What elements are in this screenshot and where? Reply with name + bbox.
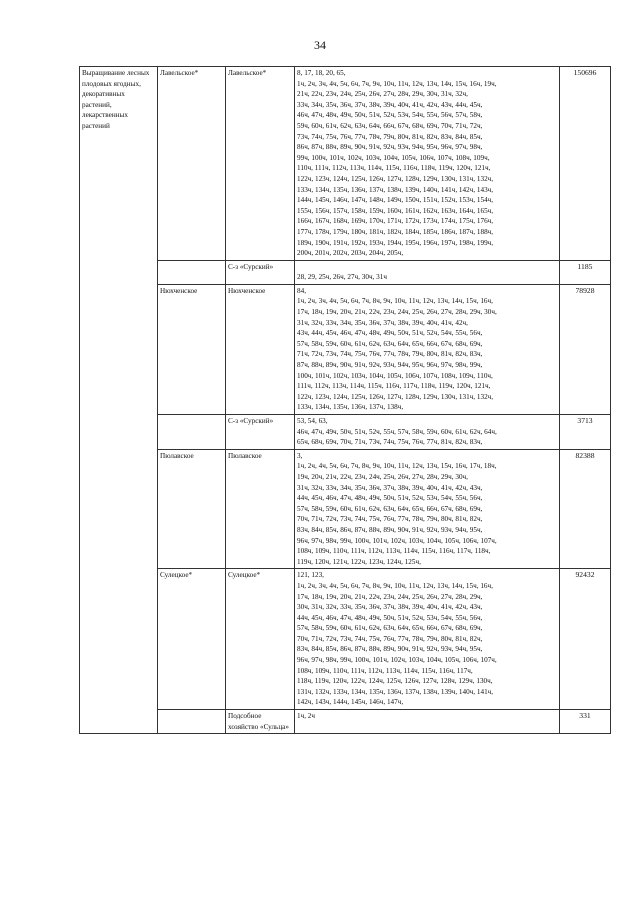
table-row — [80, 260, 611, 284]
forest-quarters-table — [79, 66, 611, 734]
quarters-line: 43ч, 44ч, 45ч, 46ч, 47ч, 48ч, 49ч, 50ч, 51ч, 52ч, 54ч, 55ч, 56ч, — [297, 329, 483, 338]
quarters-line: 111ч, 112ч, 113ч, 114ч, 115ч, 116ч, 117ч, 118ч, 119ч, 120ч, 121ч, — [297, 382, 491, 391]
quarters-cell — [295, 415, 560, 450]
quarters-line: 133ч, 134ч, 135ч, 136ч, 137ч, 138ч, — [297, 403, 404, 412]
quarters-line: 200ч, 201ч, 202ч, 203ч, 204ч, 205ч, — [297, 249, 404, 258]
page-number: 34 — [314, 38, 326, 52]
quarters-line: 30ч, 31ч, 32ч, 33ч, 35ч, 36ч, 37ч, 38ч, 39ч, 40ч, 41ч, 42ч, 43ч, — [297, 603, 483, 612]
quarters-line: 133ч, 134ч, 135ч, 136ч, 137ч, 138ч, 139ч, 140ч, 141ч, 142ч, 143ч, — [297, 185, 494, 194]
quarters-line: 86ч, 87ч, 88ч, 89ч, 90ч, 91ч, 92ч, 93ч, 94ч, 95ч, 96ч, 97ч, 98ч, — [297, 143, 483, 152]
quarters-line: 28, 29, 25ч, 26ч, 27ч, 30ч, 31ч — [297, 273, 387, 282]
quarters-line: 33ч, 34ч, 35ч, 36ч, 37ч, 38ч, 39ч, 40ч, 41ч, 42ч, 43ч, 44ч, 45ч, — [297, 100, 483, 109]
quarters-line: 70ч, 71ч, 72ч, 73ч, 74ч, 75ч, 76ч, 77ч, 78ч, 79ч, 80ч, 81ч, 82ч, — [297, 634, 483, 643]
table-row — [80, 67, 611, 261]
quarters-line: 83ч, 84ч, 85ч, 86ч, 87ч, 88ч, 89ч, 90ч, 91ч, 92ч, 93ч, 94ч, 95ч, — [297, 525, 483, 534]
table-row — [80, 569, 611, 710]
quarters-line: 44ч, 45ч, 46ч, 47ч, 48ч, 49ч, 50ч, 51ч, 52ч, 53ч, 54ч, 55ч, 56ч, — [297, 494, 483, 503]
purpose-cell: Выращивание лесных плодовых ягодных, декоративных растений, лекарственных растений — [80, 67, 158, 734]
quarters-line: 108ч, 109ч, 110ч, 111ч, 112ч, 113ч, 114ч, 115ч, 116ч, 117ч, — [297, 666, 473, 675]
quarters-line: 1ч, 2ч, 3ч, 4ч, 5ч, 6ч, 7ч, 8ч, 9ч, 10ч, 11ч, 12ч, 13ч, 14ч, 15ч, 16ч, — [297, 297, 493, 306]
district-cell: Подсобное хозяйство «Сульца» — [226, 710, 295, 734]
district-cell: Нюхченское — [226, 284, 295, 414]
forestry-cell: Лавельское* — [158, 67, 226, 261]
quarters-line: 100ч, 101ч, 102ч, 103ч, 104ч, 105ч, 106ч, 107ч, 108ч, 109ч, 110ч, — [297, 371, 493, 380]
quarters-line: 65ч, 68ч, 69ч, 70ч, 71ч, 73ч, 74ч, 75ч, 76ч, 77ч, 81ч, 82ч, 83ч, — [297, 438, 483, 447]
quarters-cell — [295, 67, 560, 261]
quarters-line: 189ч, 190ч, 191ч, 192ч, 193ч, 194ч, 195ч, 196ч, 197ч, 198ч, 199ч, — [297, 238, 494, 247]
quarters-line: 110ч, 111ч, 112ч, 113ч, 114ч, 115ч, 116ч, 118ч, 119ч, 120ч, 121ч, — [297, 164, 491, 173]
quarters-line: 108ч, 109ч, 110ч, 111ч, 112ч, 113ч, 114ч, 115ч, 116ч, 117ч, 118ч, — [297, 547, 491, 556]
quarters-line: 144ч, 145ч, 146ч, 147ч, 148ч, 149ч, 150ч, 151ч, 152ч, 153ч, 154ч, — [297, 196, 494, 205]
quarters-line: 87ч, 88ч, 89ч, 90ч, 91ч, 92ч, 93ч, 94ч, 95ч, 96ч, 97ч, 98ч, 99ч, — [297, 361, 483, 370]
quarters-line: 73ч, 74ч, 75ч, 76ч, 77ч, 78ч, 79ч, 80ч, 81ч, 82ч, 83ч, 84ч, 85ч, — [297, 132, 483, 141]
district-cell: С-з «Сурский» — [226, 415, 295, 450]
quarters-line: 8, 17, 18, 20, 65, — [297, 69, 346, 77]
quarters-line: 70ч, 71ч, 72ч, 73ч, 74ч, 75ч, 76ч, 77ч, 78ч, 79ч, 80ч, 81ч, 82ч, — [297, 515, 483, 524]
table-row — [80, 415, 611, 450]
quarters-line: 57ч, 58ч, 59ч, 60ч, 61ч, 62ч, 63ч, 64ч, 65ч, 66ч, 67ч, 68ч, 69ч, — [297, 339, 483, 348]
quarters-line: 131ч, 132ч, 133ч, 134ч, 135ч, 136ч, 137ч, 138ч, 139ч, 140ч, 141ч, — [297, 687, 494, 696]
forestry-cell — [158, 710, 226, 734]
quarters-line: 84, — [297, 286, 306, 295]
quarters-line: 17ч, 18ч, 19ч, 20ч, 21ч, 22ч, 23ч, 24ч, 25ч, 26ч, 27ч, 28ч, 29ч, — [297, 592, 483, 601]
area-cell: 150696 — [560, 67, 611, 261]
table-row — [80, 710, 611, 734]
quarters-line: 96ч, 97ч, 98ч, 99ч, 100ч, 101ч, 102ч, 103ч, 104ч, 105ч, 106ч, 107ч, — [297, 656, 497, 665]
quarters-line: 96ч, 97ч, 98ч, 99ч, 100ч, 101ч, 102ч, 103ч, 104ч, 105ч, 106ч, 107ч, — [297, 536, 497, 545]
quarters-line: 1ч, 2ч, 3ч, 4ч, 5ч, 6ч, 7ч, 8ч, 9ч, 10ч, 11ч, 12ч, 13ч, 14ч, 15ч, 16ч, — [297, 581, 493, 590]
quarters-line: 166ч, 167ч, 168ч, 169ч, 170ч, 171ч, 172ч, 173ч, 174ч, 175ч, 176ч, — [297, 217, 494, 226]
quarters-line: 44ч, 45ч, 46ч, 47ч, 48ч, 49ч, 50ч, 51ч, 52ч, 53ч, 54ч, 55ч, 56ч, — [297, 613, 483, 622]
quarters-cell — [295, 710, 560, 734]
forestry-cell: Нюхченское — [158, 284, 226, 414]
quarters-line: 122ч, 123ч, 124ч, 125ч, 126ч, 127ч, 128ч, 129ч, 130ч, 131ч, 132ч, — [297, 392, 494, 401]
quarters-cell — [295, 449, 560, 569]
quarters-cell — [295, 284, 560, 414]
quarters-line: 118ч, 119ч, 120ч, 122ч, 124ч, 125ч, 126ч, 127ч, 128ч, 129ч, 130ч, — [297, 677, 493, 686]
forestry-cell — [158, 260, 226, 284]
district-cell: Пюлавское — [226, 449, 295, 569]
district-cell: Сулецкое* — [226, 569, 295, 710]
quarters-line: 99ч, 100ч, 101ч, 102ч, 103ч, 104ч, 105ч, 106ч, 107ч, 108ч, 109ч, — [297, 153, 490, 162]
area-cell: 331 — [560, 710, 611, 734]
quarters-line: 3, — [297, 451, 303, 460]
quarters-line: 155ч, 156ч, 157ч, 158ч, 159ч, 160ч, 161ч, 162ч, 163ч, 164ч, 165ч, — [297, 206, 494, 215]
area-cell: 3713 — [560, 415, 611, 450]
quarters-line: 17ч, 18ч, 19ч, 20ч, 21ч, 22ч, 23ч, 24ч, 25ч, 26ч, 27ч, 28ч, 29ч, 30ч, — [297, 308, 497, 317]
quarters-line: 1ч, 2ч, 4ч, 5ч, 6ч, 7ч, 8ч, 9ч, 10ч, 11ч, 12ч, 13ч, 15ч, 16ч, 17ч, 18ч, — [297, 462, 497, 471]
quarters-line: 21ч, 22ч, 23ч, 24ч, 25ч, 26ч, 27ч, 28ч, 29ч, 30ч, 31ч, 32ч, — [297, 90, 468, 99]
quarters-line: 19ч, 20ч, 21ч, 22ч, 23ч, 24ч, 25ч, 26ч, 27ч, 28ч, 29ч, 30ч, — [297, 472, 468, 481]
area-cell: 82388 — [560, 449, 611, 569]
forestry-cell: Сулецкое* — [158, 569, 226, 710]
quarters-line: 31ч, 32ч, 33ч, 34ч, 35ч, 36ч, 37ч, 38ч, 39ч, 40ч, 41ч, 42ч, — [297, 318, 468, 327]
area-cell: 78928 — [560, 284, 611, 414]
quarters-cell — [295, 260, 560, 284]
quarters-line: 57ч, 58ч, 59ч, 60ч, 61ч, 62ч, 63ч, 64ч, 65ч, 66ч, 67ч, 68ч, 69ч, — [297, 504, 483, 513]
quarters-line: 57ч, 58ч, 59ч, 60ч, 61ч, 62ч, 63ч, 64ч, 65ч, 66ч, 67ч, 68ч, 69ч, — [297, 624, 483, 633]
quarters-line: 59ч, 60ч, 61ч, 62ч, 63ч, 64ч, 66ч, 67ч, 68ч, 69ч, 70ч, 71ч, 72ч, — [297, 121, 483, 130]
quarters-line: 71ч, 72ч, 73ч, 74ч, 75ч, 76ч, 77ч, 78ч, 79ч, 80ч, 81ч, 82ч, 83ч, — [297, 350, 483, 359]
quarters-line: 119ч, 120ч, 121ч, 122ч, 123ч, 124ч, 125ч, — [297, 557, 421, 566]
quarters-line: 1ч, 2ч — [297, 712, 316, 721]
quarters-line: 53, 54, 63, — [297, 417, 328, 425]
quarters-line: 177ч, 178ч, 179ч, 180ч, 181ч, 182ч, 184ч, 185ч, 186ч, 187ч, 188ч, — [297, 227, 494, 236]
quarters-line: 1ч, 2ч, 3ч, 4ч, 5ч, 6ч, 7ч, 9ч, 10ч, 11ч, 12ч, 13ч, 14ч, 15ч, 16ч, 19ч, — [297, 79, 497, 88]
quarters-line — [297, 262, 557, 273]
quarters-cell — [295, 569, 560, 710]
area-cell: 92432 — [560, 569, 611, 710]
forestry-cell — [158, 415, 226, 450]
table-row — [80, 284, 611, 414]
quarters-line: 83ч, 84ч, 85ч, 86ч, 87ч, 88ч, 89ч, 90ч, 91ч, 92ч, 93ч, 94ч, 95ч, — [297, 645, 483, 654]
district-cell: Лавельское* — [226, 67, 295, 261]
quarters-line: 121, 123, — [297, 571, 324, 580]
quarters-line: 31ч, 32ч, 33ч, 34ч, 35ч, 36ч, 37ч, 38ч, 39ч, 40ч, 41ч, 42ч, 43ч, — [297, 483, 483, 492]
quarters-line: 142ч, 143ч, 144ч, 145ч, 146ч, 147ч, — [297, 698, 404, 707]
area-cell: 1185 — [560, 260, 611, 284]
forestry-cell: Пюлавское — [158, 449, 226, 569]
quarters-line: 122ч, 123ч, 124ч, 125ч, 126ч, 127ч, 128ч, 129ч, 130ч, 131ч, 132ч, — [297, 174, 494, 183]
quarters-line: 46ч, 47ч, 49ч, 50ч, 51ч, 52ч, 55ч, 57ч, 58ч, 59ч, 60ч, 61ч, 62ч, 64ч, — [297, 427, 497, 436]
quarters-line: 46ч, 47ч, 48ч, 49ч, 50ч, 51ч, 52ч, 53ч, 54ч, 55ч, 56ч, 57ч, 58ч, — [297, 111, 483, 120]
table-row — [80, 449, 611, 569]
district-cell: С-з «Сурский» — [226, 260, 295, 284]
